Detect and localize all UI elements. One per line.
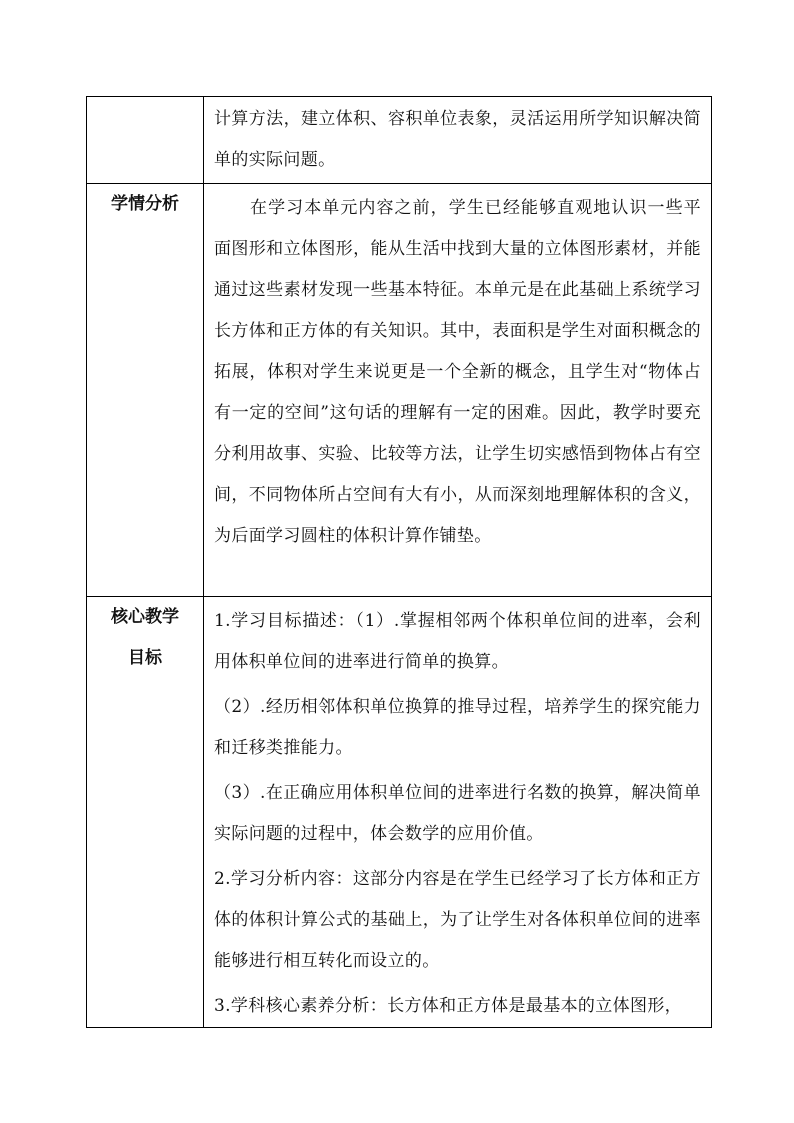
- row-content-cell: [204, 597, 712, 1028]
- content-paragraph: 2.学习分析内容：这部分内容是在学生已经学习了长方体和正方体的体积计算公式的基础上，为了让学生对各体积单位间的进率能够进行相互转化而设立的。: [214, 869, 701, 971]
- row-label: 核心教学目标: [111, 607, 179, 668]
- table-row: [87, 97, 712, 184]
- content-paragraph: 1.学习目标描述：（1）.掌握相邻两个体积单位间的进率，会利用体积单位间的进率进行简单的换算。: [214, 611, 701, 672]
- row-label: 学情分析: [111, 194, 179, 214]
- content-paragraph: 在学习本单元内容之前，学生已经能够直观地认识一些平面图形和立体图形，能从生活中找到大量的立体图形素材，并能通过这些素材发现一些基本特征。本单元是在此基础上系统学习长方体和正方体的有关知识。其中，表面积是学生对面积概念的拓展，体积对学生来说更是一个全新的概念，且学生对“物体占有一定的空间”这句话的理解有一定的困难。因此，教学时要充分利用故事、实验、比较等方法，让学生切实感悟到物体占有空间，不同物体所占空间有大有小，从而深刻地理解体积的含义，为后面学习圆柱的体积计算作铺垫。: [214, 198, 701, 546]
- row-label-cell: [87, 597, 204, 1028]
- row-content-cell: [204, 97, 712, 184]
- table-row: [87, 184, 712, 597]
- content-paragraph: （2）.经历相邻体积单位换算的推导过程，培养学生的探究能力和迁移类推能力。: [214, 697, 701, 758]
- row-label-cell: [87, 184, 204, 597]
- row-label-cell: [87, 97, 204, 184]
- content-paragraph: 计算方法，建立体积、容积单位表象，灵活运用所学知识解决简单的实际问题。: [214, 109, 701, 170]
- table-row: [87, 597, 712, 1028]
- content-paragraph: 3.学科核心素养分析：长方体和正方体是最基本的立体图形，: [214, 996, 683, 1016]
- row-content-cell: [204, 184, 712, 597]
- content-paragraph: （3）.在正确应用体积单位间的进率进行名数的换算，解决简单实际问题的过程中，体会数学的应用价值。: [214, 783, 701, 844]
- lesson-plan-table: [86, 96, 712, 1028]
